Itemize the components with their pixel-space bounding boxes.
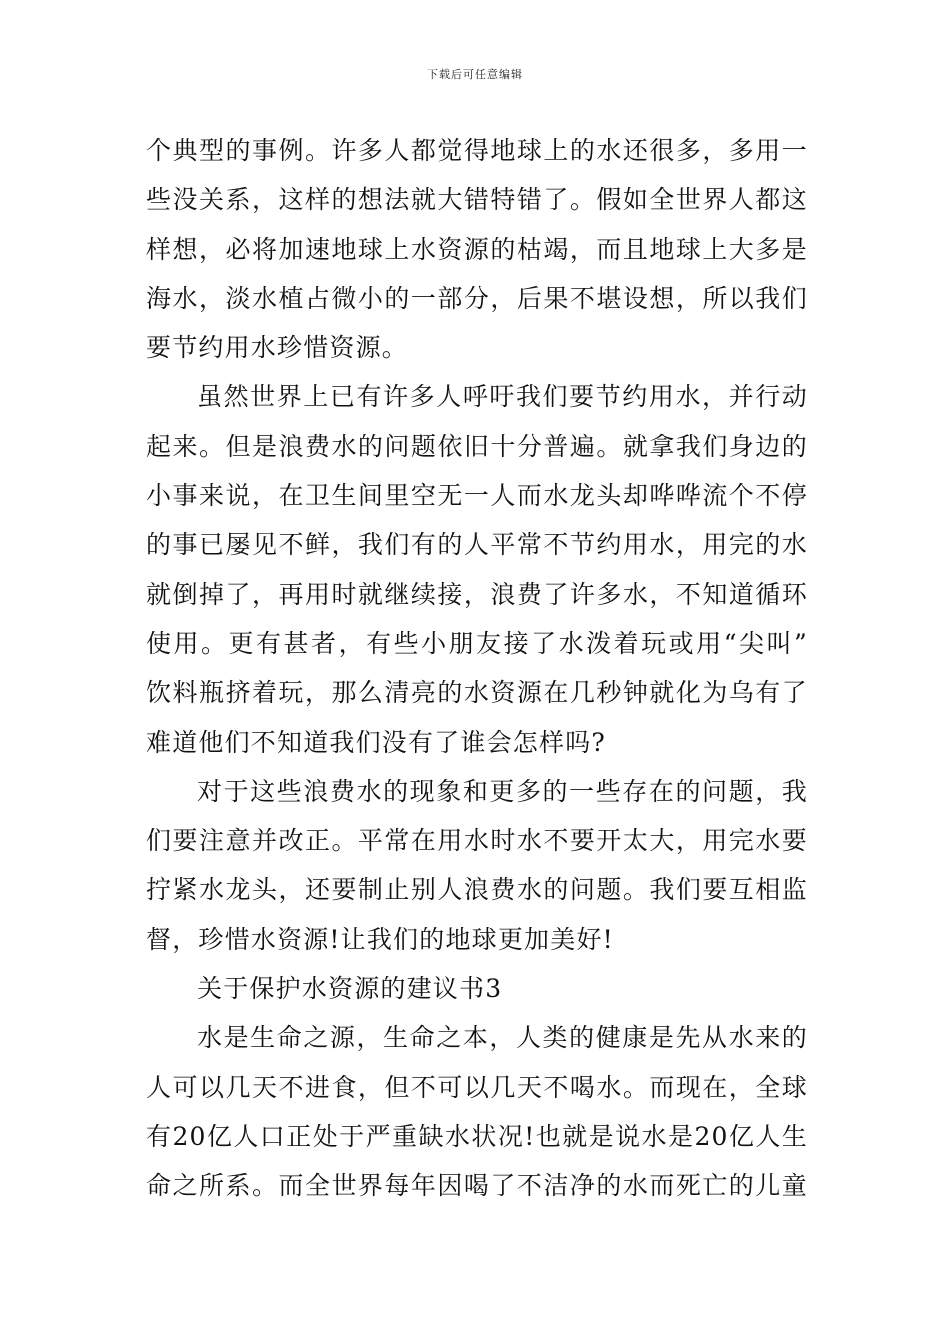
text-line: 海水，淡水植占微小的一部分，后果不堪设想，所以我们 bbox=[146, 283, 808, 313]
text-line: 命之所系。而全世界每年因喝了不洁净的水而死亡的儿童 bbox=[146, 1171, 808, 1201]
text-line: 们要注意并改正。平常在用水时水不要开太大，用完水要 bbox=[146, 826, 808, 856]
paragraph-first-line: 虽然世界上已有许多人呼吁我们要节约用水，并行动 bbox=[197, 382, 808, 412]
text-line: 起来。但是浪费水的问题依旧十分普遍。就拿我们身边的 bbox=[146, 431, 808, 461]
text-line: 个典型的事例。许多人都觉得地球上的水还很多，多用一 bbox=[146, 136, 808, 165]
text-line: 要节约用水珍惜资源。 bbox=[146, 333, 409, 363]
text-line: 使用。更有甚者，有些小朋友接了水泼着玩或用“尖叫” bbox=[146, 628, 808, 658]
section-heading: 关于保护水资源的建议书3 bbox=[197, 974, 503, 1004]
header-note: 下载后可任意编辑 bbox=[427, 68, 523, 81]
text-line: 饮料瓶挤着玩，那么清亮的水资源在几秒钟就化为乌有了 bbox=[146, 678, 808, 708]
text-line: 就倒掉了，再用时就继续接，浪费了许多水，不知道循环 bbox=[146, 579, 808, 609]
text-line: 样想，必将加速地球上水资源的枯竭，而且地球上大多是 bbox=[146, 234, 808, 264]
paragraph-first-line: 对于这些浪费水的现象和更多的一些存在的问题，我 bbox=[197, 776, 808, 806]
text-line: 拧紧水龙头，还要制止别人浪费水的问题。我们要互相监 bbox=[146, 875, 808, 905]
text-line: 难道他们不知道我们没有了谁会怎样吗? bbox=[146, 727, 607, 757]
text-line: 小事来说，在卫生间里空无一人而水龙头却哗哗流个不停 bbox=[146, 481, 808, 511]
text-line: 督，珍惜水资源!让我们的地球更加美好! bbox=[146, 924, 614, 954]
paragraph-first-line: 水是生命之源，生命之本，人类的健康是先从水来的 bbox=[197, 1023, 808, 1053]
text-line: 有20亿人口正处于严重缺水状况!也就是说水是20亿人生 bbox=[146, 1121, 808, 1151]
document-body bbox=[146, 126, 808, 1211]
text-line: 人可以几天不进食，但不可以几天不喝水。而现在，全球 bbox=[146, 1072, 808, 1102]
text-line: 的事已屡见不鲜，我们有的人平常不节约用水，用完的水 bbox=[146, 530, 808, 560]
text-line: 些没关系，这样的想法就大错特错了。假如全世界人都这 bbox=[146, 185, 808, 215]
